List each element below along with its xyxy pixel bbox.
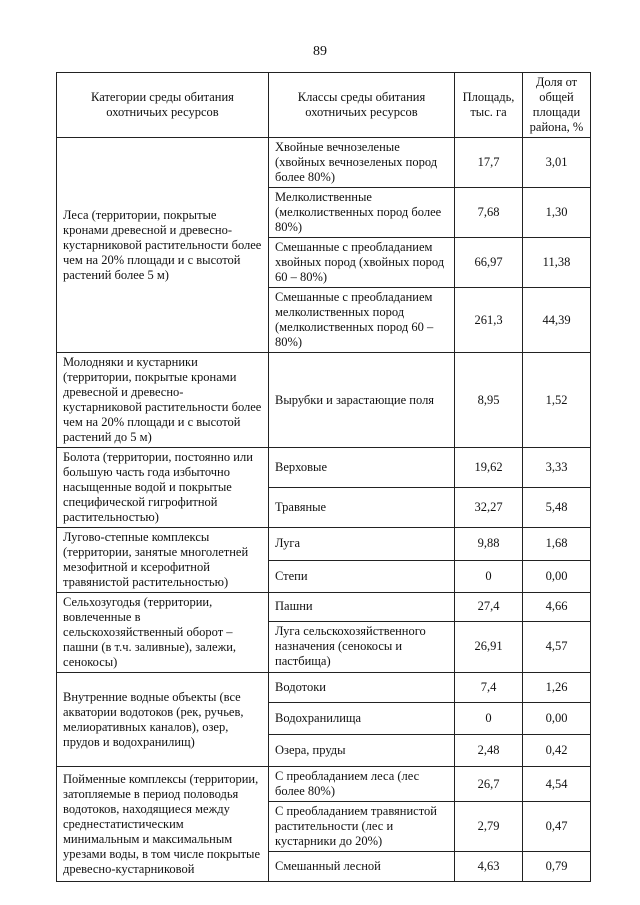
- class-cell: Верховые: [269, 448, 455, 488]
- header-category: Категории среды обитания охотничьих ресурсов: [57, 73, 269, 138]
- class-cell: Вырубки и зарастающие поля: [269, 353, 455, 448]
- category-cell: Внутренние водные объекты (все акватории водотоков (рек, ручьев, мелиоративных каналов), озер, прудов и водохранилищ): [57, 673, 269, 767]
- share-cell: 0,00: [523, 703, 591, 735]
- category-cell: Леса (территории, покрытые кронами древесной и древесно-кустарниковой растительности более чем на 20% площади и с высотой растений более 5 м): [57, 138, 269, 353]
- area-cell: 0: [455, 560, 523, 593]
- class-cell: Смешанный лесной: [269, 852, 455, 882]
- class-cell: Водотоки: [269, 673, 455, 703]
- header-class: Классы среды обитания охотничьих ресурсов: [269, 73, 455, 138]
- share-cell: 4,66: [523, 593, 591, 622]
- share-cell: 0,47: [523, 802, 591, 852]
- share-cell: 1,26: [523, 673, 591, 703]
- share-cell: 5,48: [523, 488, 591, 528]
- share-cell: 0,00: [523, 560, 591, 593]
- class-cell: Озера, пруды: [269, 735, 455, 767]
- table-header-row: [57, 73, 591, 138]
- area-cell: 27,4: [455, 593, 523, 622]
- share-cell: 1,68: [523, 528, 591, 561]
- class-cell: Луга: [269, 528, 455, 561]
- share-cell: 11,38: [523, 238, 591, 288]
- category-cell: Сельхозугодья (территории, вовлеченные в сельскохозяйственный оборот – пашни (в т.ч. заливные), залежи, сенокосы): [57, 593, 269, 673]
- class-cell: Смешанные с преобладанием мелколиственных пород (мелколиственных пород 60 – 80%): [269, 288, 455, 353]
- class-cell: Луга сельскохозяйственного назначения (сенокосы и пастбища): [269, 621, 455, 672]
- area-cell: 2,79: [455, 802, 523, 852]
- page-number: 89: [313, 44, 327, 59]
- share-cell: 0,79: [523, 852, 591, 882]
- area-cell: 26,7: [455, 767, 523, 802]
- class-cell: Степи: [269, 560, 455, 593]
- area-cell: 4,63: [455, 852, 523, 882]
- header-area: Площадь, тыс. га: [455, 73, 523, 138]
- share-cell: 3,33: [523, 448, 591, 488]
- share-cell: 4,54: [523, 767, 591, 802]
- area-cell: 9,88: [455, 528, 523, 561]
- area-cell: 66,97: [455, 238, 523, 288]
- area-cell: 7,68: [455, 188, 523, 238]
- class-cell: С преобладанием леса (лес более 80%): [269, 767, 455, 802]
- table-row: [57, 138, 591, 188]
- category-cell: Молодняки и кустарники (территории, покрытые кронами древесной и древесно-кустарниковой растительности более чем на 20% площади и с высотой растений до 5 м): [57, 353, 269, 448]
- table-row: [57, 673, 591, 703]
- area-cell: 32,27: [455, 488, 523, 528]
- table-row: [57, 767, 591, 802]
- category-cell: Пойменные комплексы (территории, затопляемые в период половодья водотоков, находящиеся между среднестатистическим минимальным и максимальным урезами воды, в том числе покрытые древесно-кустарниковой: [57, 767, 269, 882]
- class-cell: С преобладанием травянистой растительности (лес и кустарники до 20%): [269, 802, 455, 852]
- share-cell: 3,01: [523, 138, 591, 188]
- table-row: [57, 528, 591, 561]
- table-row: [57, 593, 591, 622]
- area-cell: 19,62: [455, 448, 523, 488]
- class-cell: Водохранилища: [269, 703, 455, 735]
- share-cell: 1,52: [523, 353, 591, 448]
- category-cell: Болота (территории, постоянно или большую часть года избыточно насыщенные водой и покрытые специфической гигрофитной растительностью): [57, 448, 269, 528]
- area-cell: 261,3: [455, 288, 523, 353]
- share-cell: 44,39: [523, 288, 591, 353]
- class-cell: Травяные: [269, 488, 455, 528]
- category-cell: Лугово-степные комплексы (территории, занятые многолетней мезофитной и ксерофитной травянистой растительностью): [57, 528, 269, 593]
- area-cell: 7,4: [455, 673, 523, 703]
- area-cell: 17,7: [455, 138, 523, 188]
- area-cell: 2,48: [455, 735, 523, 767]
- share-cell: 1,30: [523, 188, 591, 238]
- habitat-table: [56, 72, 591, 882]
- share-cell: 0,42: [523, 735, 591, 767]
- class-cell: Хвойные вечнозеленые (хвойных вечнозеленых пород более 80%): [269, 138, 455, 188]
- class-cell: Мелколиственные (мелколиственных пород более 80%): [269, 188, 455, 238]
- area-cell: 8,95: [455, 353, 523, 448]
- table-row: [57, 448, 591, 488]
- share-cell: 4,57: [523, 621, 591, 672]
- class-cell: Пашни: [269, 593, 455, 622]
- class-cell: Смешанные с преобладанием хвойных пород (хвойных пород 60 – 80%): [269, 238, 455, 288]
- table-row: [57, 353, 591, 448]
- area-cell: 0: [455, 703, 523, 735]
- header-share: Доля от общей площади района, %: [523, 73, 591, 138]
- area-cell: 26,91: [455, 621, 523, 672]
